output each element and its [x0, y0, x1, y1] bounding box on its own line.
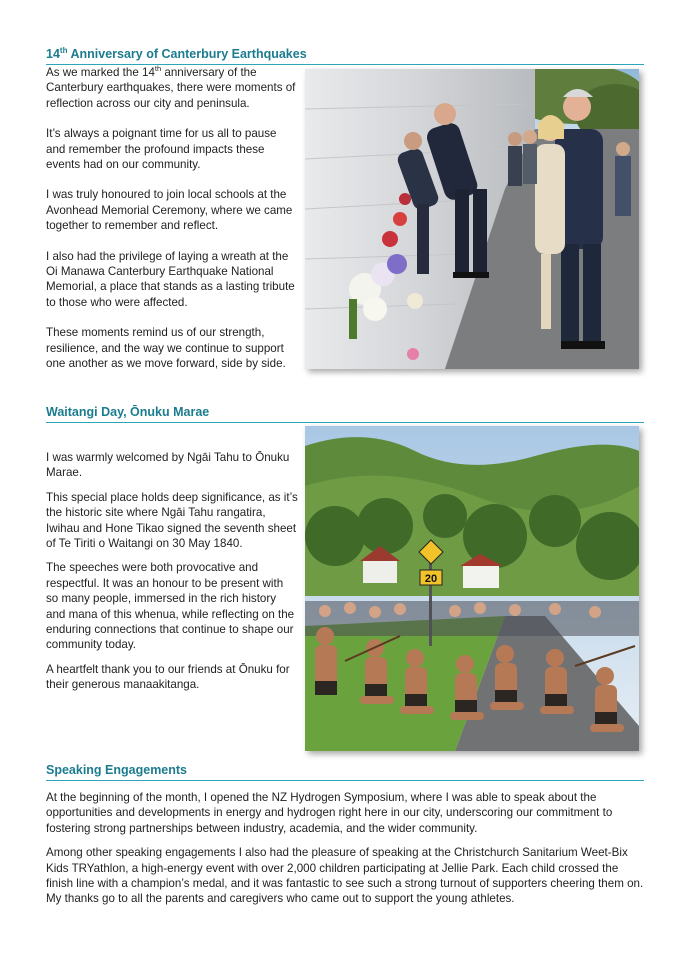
heading-number: 14	[46, 47, 60, 61]
paragraph: I was truly honoured to join local schools at the Avonhead Memorial Ceremony, where we came together to remember and reflect.	[46, 188, 293, 233]
paragraph: As we marked the 14th anniversary of the Canterbury earthquakes, there were moments of reflection across our city and peninsula.	[46, 64, 296, 110]
heading-ordinal: th	[59, 45, 68, 55]
heading-text: Waitangi Day, Ōnuku Marae	[46, 405, 210, 419]
memorial-wreath-photo	[305, 69, 639, 369]
paragraph: I also had the privilege of laying a wreath at the Oi Manawa Canterbury Earthquake National Memorial, a place that stands as a lasting tribute to those who were affected.	[46, 249, 295, 309]
paragraph: I was warmly welcomed by Ngāi Tahu to Ōnuku Marae.	[46, 451, 290, 480]
speed-sign-text: 20	[424, 573, 438, 585]
paragraph: The speeches were both provocative and respectful. It was an honour to be present with so many people, immersed in the rich history and mana of this whenua, while reflecting on the enduring connections that continue to shape our community today.	[46, 561, 295, 652]
section-heading-speaking	[46, 762, 644, 781]
paragraph: This special place holds deep significance, as it’s the historic site where Ngāi Tahu rangatira, Iwihau and Hone Tikao signed the seventh sheet of Te Tiriti o Waitangi on 30 May 1840.	[46, 490, 298, 551]
paragraph: It’s always a poignant time for us all to pause and remember the profound impacts these events had on our community.	[46, 127, 277, 172]
paragraph: A heartfelt thank you to our friends at Ōnuku for their generous manaakitanga.	[46, 662, 290, 692]
paragraph: These moments remind us of our strength, resilience, and the way we continue to support one another as we move forward, side by side.	[46, 326, 286, 371]
section-heading-waitangi	[46, 404, 644, 423]
speaking-text-block	[46, 790, 646, 916]
paragraph: At the beginning of the month, I opened the NZ Hydrogen Symposium, where I was able to speak about the opportunities and developments in energy and hydrogen right here in our city, underscoring our commitment to fostering strong partnerships between industry, academia, and the wider community.	[46, 791, 613, 835]
heading-text: Anniversary of Canterbury Earthquakes	[67, 47, 307, 61]
earthquake-text-column	[46, 65, 298, 387]
section-heading-earthquake	[46, 46, 644, 65]
heading-text: Speaking Engagements	[46, 763, 188, 777]
waitangi-text-column	[46, 450, 298, 702]
paragraph: Among other speaking engagements I also had the pleasure of speaking at the Christchurch Sanitarium Weet-Bix Kids TRYathlon, a high-energy event with over 2,000 children participating at Jellie Park. Each child crossed the finish line with a champion’s medal, and it was fantastic to see such a strong turnout of supporters cheering them on. My thanks go to all the parents and caregivers who came out to support the young athletes.	[46, 846, 644, 906]
marae-welcome-photo	[305, 426, 639, 751]
